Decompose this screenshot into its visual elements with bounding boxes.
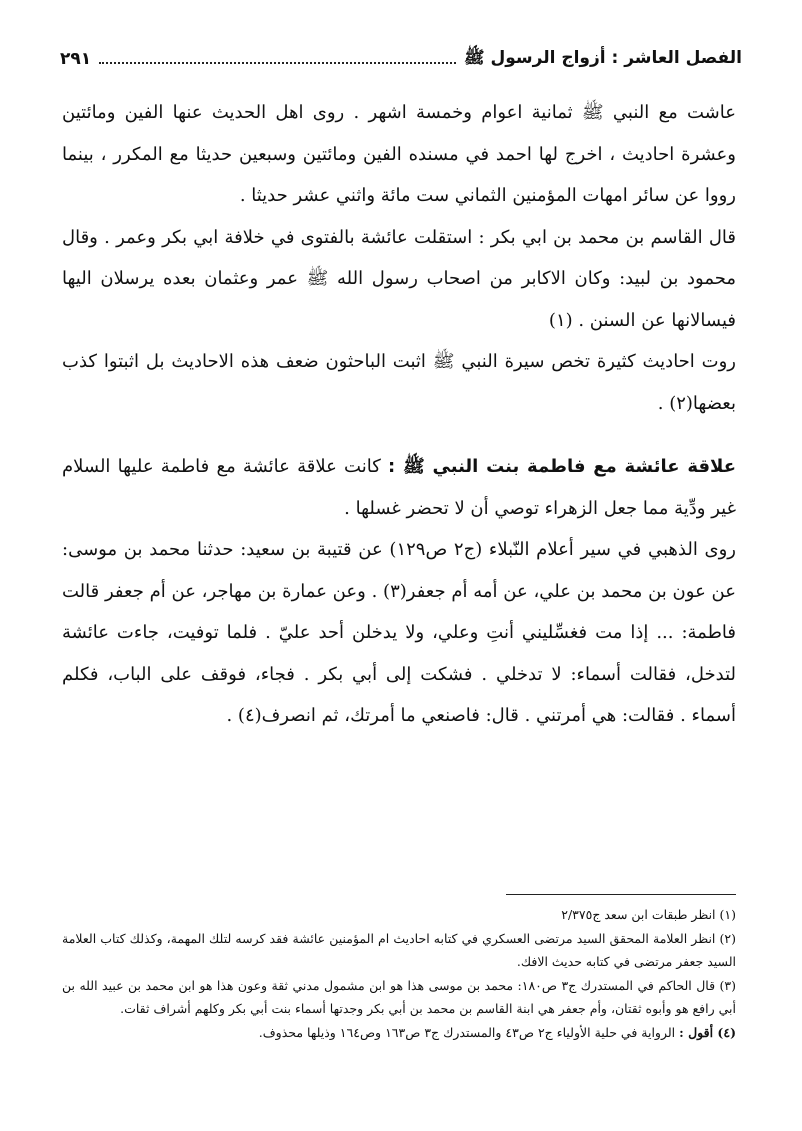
- footnotes: [62, 903, 736, 1044]
- paragraph-1: عاشت مع النبي ﷺ ثمانية اعوام وخمسة اشهر . روى اهل الحديث عنها الفين ومائتين وعشرة احاديث ، اخرج لها احمد في مسنده الفين ومائتين وسبعين حديثا مع المكرر ، بينما رووا عن سائر امهات المؤمنين الثماني ست مائة واثني عشر حديثا .: [62, 102, 736, 206]
- footnote-4-lead: (٤) أقول :: [679, 1024, 736, 1040]
- paragraph-5: روى الذهبي في سير أعلام النّبلاء (ج٢ ص١٢٩) عن قتيبة بن سعيد: حدثنا محمد بن موسى: عن عون بن محمد بن علي، عن أمه أم جعفر(٣) . وعن عمارة بن مهاجر، عن أم جعفر قالت فاطمة: ... إذا مت فغسِّليني أنتِ وعلي، ولا يدخلن أحد عليّ . فلما توفيت، جاءت عائشة لتدخل، فقالت أسماء: لا تدخلي . فشكت إلى أبي بكر . فجاء، فوقف على الباب، فكلم أسماء . فقالت: هي أمرتني . قال: فاصنعي ما أمرتك، ثم انصرف(٤) .: [62, 539, 736, 726]
- chapter-title: الفصل العاشر : أزواج الرسول ﷺ: [464, 47, 742, 68]
- page-number: ٢٩١: [60, 49, 92, 69]
- footnote-2: (٢) انظر العلامة المحقق السيد مرتضى العسكري في كتابه احاديث ام المؤمنين عائشة فقد كرسه لتلك المهمة، وكذلك كتاب العلامة السيد جعفر مرتضى في كتابه حديث الافك.: [62, 930, 736, 969]
- section-heading: علاقة عائشة مع فاطمة بنت النبي ﷺ :: [388, 456, 736, 477]
- running-header: [60, 42, 742, 76]
- paragraph-4-text: كانت علاقة عائشة مع فاطمة عليها السلام غير ودِّية مما جعل الزهراء توصي أن لا تحضر غسلها .: [62, 456, 736, 519]
- footnote-1: (١) انظر طبقات ابن سعد ج٢/٣٧٥: [561, 907, 736, 922]
- section-spacer: [62, 424, 736, 446]
- footnote-3: (٣) قال الحاكم في المستدرك ج٣ ص١٨٠: محمد بن موسى هذا هو ابن مشمول مدني ثقة وعون هذا هو ابن محمد بن عبيد الله بن أبي رافع هو وأبوه ثقتان، وأم جعفر هي ابنة القاسم بن محمد بن أبي بكر وجدتها أسماء بنت أبي بكر وكلهم أشراف ثقات.: [62, 977, 736, 1016]
- header-dot-leader: [99, 62, 456, 64]
- paragraph-2: قال القاسم بن محمد بن ابي بكر : استقلت عائشة بالفتوى في خلافة ابي بكر وعمر . وقال محمود بن لبيد: وكان الاكابر من اصحاب رسول الله ﷺ عمر وعثمان بعده يرسلان اليها فيسالانها عن السنن . (١): [62, 226, 736, 331]
- paragraph-4: [62, 446, 736, 529]
- footnote-4: [62, 1021, 736, 1045]
- paragraph-3: روت احاديث كثيرة تخص سيرة النبي ﷺ اثبت الباحثون ضعف هذه الاحاديث بل اثبتوا كذب بعضها(٢) .: [62, 351, 736, 414]
- main-text: [62, 92, 736, 737]
- footnote-4-text: الرواية في حلية الأولياء ج٢ ص٤٣ والمستدرك ج٣ ص١٦٣ وص١٦٤ وذيلها محذوف.: [258, 1024, 676, 1040]
- footnote-divider: [506, 894, 736, 895]
